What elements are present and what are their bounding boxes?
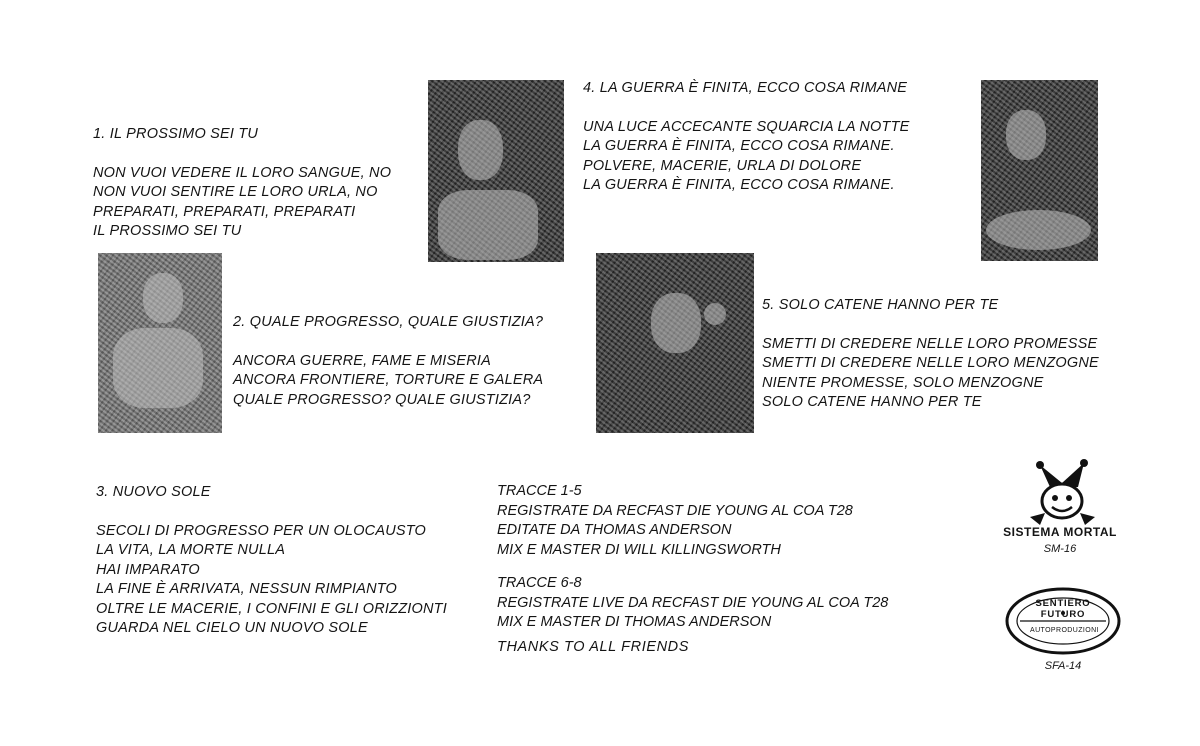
- song-title: 2. QUALE PROGRESSO, QUALE GIUSTIZIA?: [233, 314, 544, 330]
- credits-line: MIX E MASTER DI THOMAS ANDERSON: [497, 614, 772, 630]
- band-photo-1: [428, 80, 564, 262]
- lyric-line: ANCORA GUERRE, FAME E MISERIA: [233, 352, 491, 369]
- song-3: [96, 483, 447, 639]
- lyric-line: SECOLI DI PROGRESSO PER UN OLOCAUSTO: [96, 522, 427, 539]
- lyric-line: SOLO CATENE HANNO PER TE: [762, 394, 982, 410]
- credits-heading: TRACCE 1-5: [497, 483, 582, 499]
- credits-line: MIX E MASTER DI WILL KILLINGSWORTH: [497, 541, 781, 558]
- lyric-line: IL PROSSIMO SEI TU: [93, 223, 242, 239]
- song-5: [762, 296, 1099, 413]
- lyric-line: POLVERE, MACERIE, URLA DI DOLORE: [583, 157, 862, 174]
- lyric-line: LA GUERRA È FINITA, ECCO COSA RIMANE.: [583, 177, 895, 193]
- lyric-line: GUARDA NEL CIELO UN NUOVO SOLE: [96, 620, 368, 636]
- song-2: [233, 313, 543, 410]
- song-1: [93, 125, 391, 242]
- lyric-line: LA FINE È ARRIVATA, NESSUN RIMPIANTO: [96, 581, 398, 597]
- sentiero-futuro-logo-icon: [1004, 586, 1122, 656]
- credits-line: REGISTRATE DA RECFAST DIE YOUNG AL COA T28: [497, 502, 853, 519]
- jester-logo-icon: [1010, 455, 1115, 535]
- lyric-line: ANCORA FRONTIERE, TORTURE E GALERA: [233, 372, 544, 388]
- label1-code: SM-16: [1043, 543, 1077, 555]
- credits-heading: TRACCE 6-8: [497, 575, 582, 591]
- lyric-line: LA GUERRA È FINITA, ECCO COSA RIMANE.: [583, 138, 895, 154]
- band-photo-4: [596, 253, 754, 433]
- band-photo-2: [981, 80, 1098, 261]
- label1-name: SISTEMA MORTAL: [1003, 525, 1117, 539]
- lyric-line: OLTRE LE MACERIE, I CONFINI E GLI ORIZZIONTI: [96, 600, 447, 617]
- lyric-line: NIENTE PROMESSE, SOLO MENZOGNE: [762, 374, 1044, 391]
- lyric-line: NON VUOI SENTIRE LE LORO URLA, NO: [93, 184, 378, 200]
- thanks-line: THANKS TO ALL FRIENDS: [497, 638, 690, 655]
- label2-sub: AUTOPRODUZIONI: [1030, 627, 1099, 634]
- song-4: [583, 79, 910, 196]
- lyric-line: SMETTI DI CREDERE NELLE LORO MENZOGNE: [762, 355, 1099, 371]
- band-photo-3: [98, 253, 222, 433]
- label2-name: SENTIERO FUTURO: [1035, 598, 1091, 620]
- lyric-line: PREPARATI, PREPARATI, PREPARATI: [93, 203, 356, 220]
- credits-line: EDITATE DA THOMAS ANDERSON: [497, 522, 732, 538]
- label2-code: SFA-14: [1044, 660, 1082, 672]
- credits-line: REGISTRATE LIVE DA RECFAST DIE YOUNG AL COA T28: [497, 594, 889, 611]
- song-title: 5. SOLO CATENE HANNO PER TE: [762, 297, 999, 313]
- lyric-line: UNA LUCE ACCECANTE SQUARCIA LA NOTTE: [583, 118, 910, 135]
- song-title: 1. IL PROSSIMO SEI TU: [93, 126, 259, 142]
- lyric-line: SMETTI DI CREDERE NELLE LORO PROMESSE: [762, 335, 1098, 352]
- lyric-line: LA VITA, LA MORTE NULLA: [96, 542, 286, 558]
- lyric-line: NON VUOI VEDERE IL LORO SANGUE, NO: [93, 164, 392, 181]
- lyric-line: HAI IMPARATO: [96, 561, 200, 578]
- lyric-line: QUALE PROGRESSO? QUALE GIUSTIZIA?: [233, 391, 531, 408]
- credits: [497, 482, 888, 657]
- song-title: 4. LA GUERRA È FINITA, ECCO COSA RIMANE: [583, 80, 908, 96]
- song-title: 3. NUOVO SOLE: [96, 484, 211, 500]
